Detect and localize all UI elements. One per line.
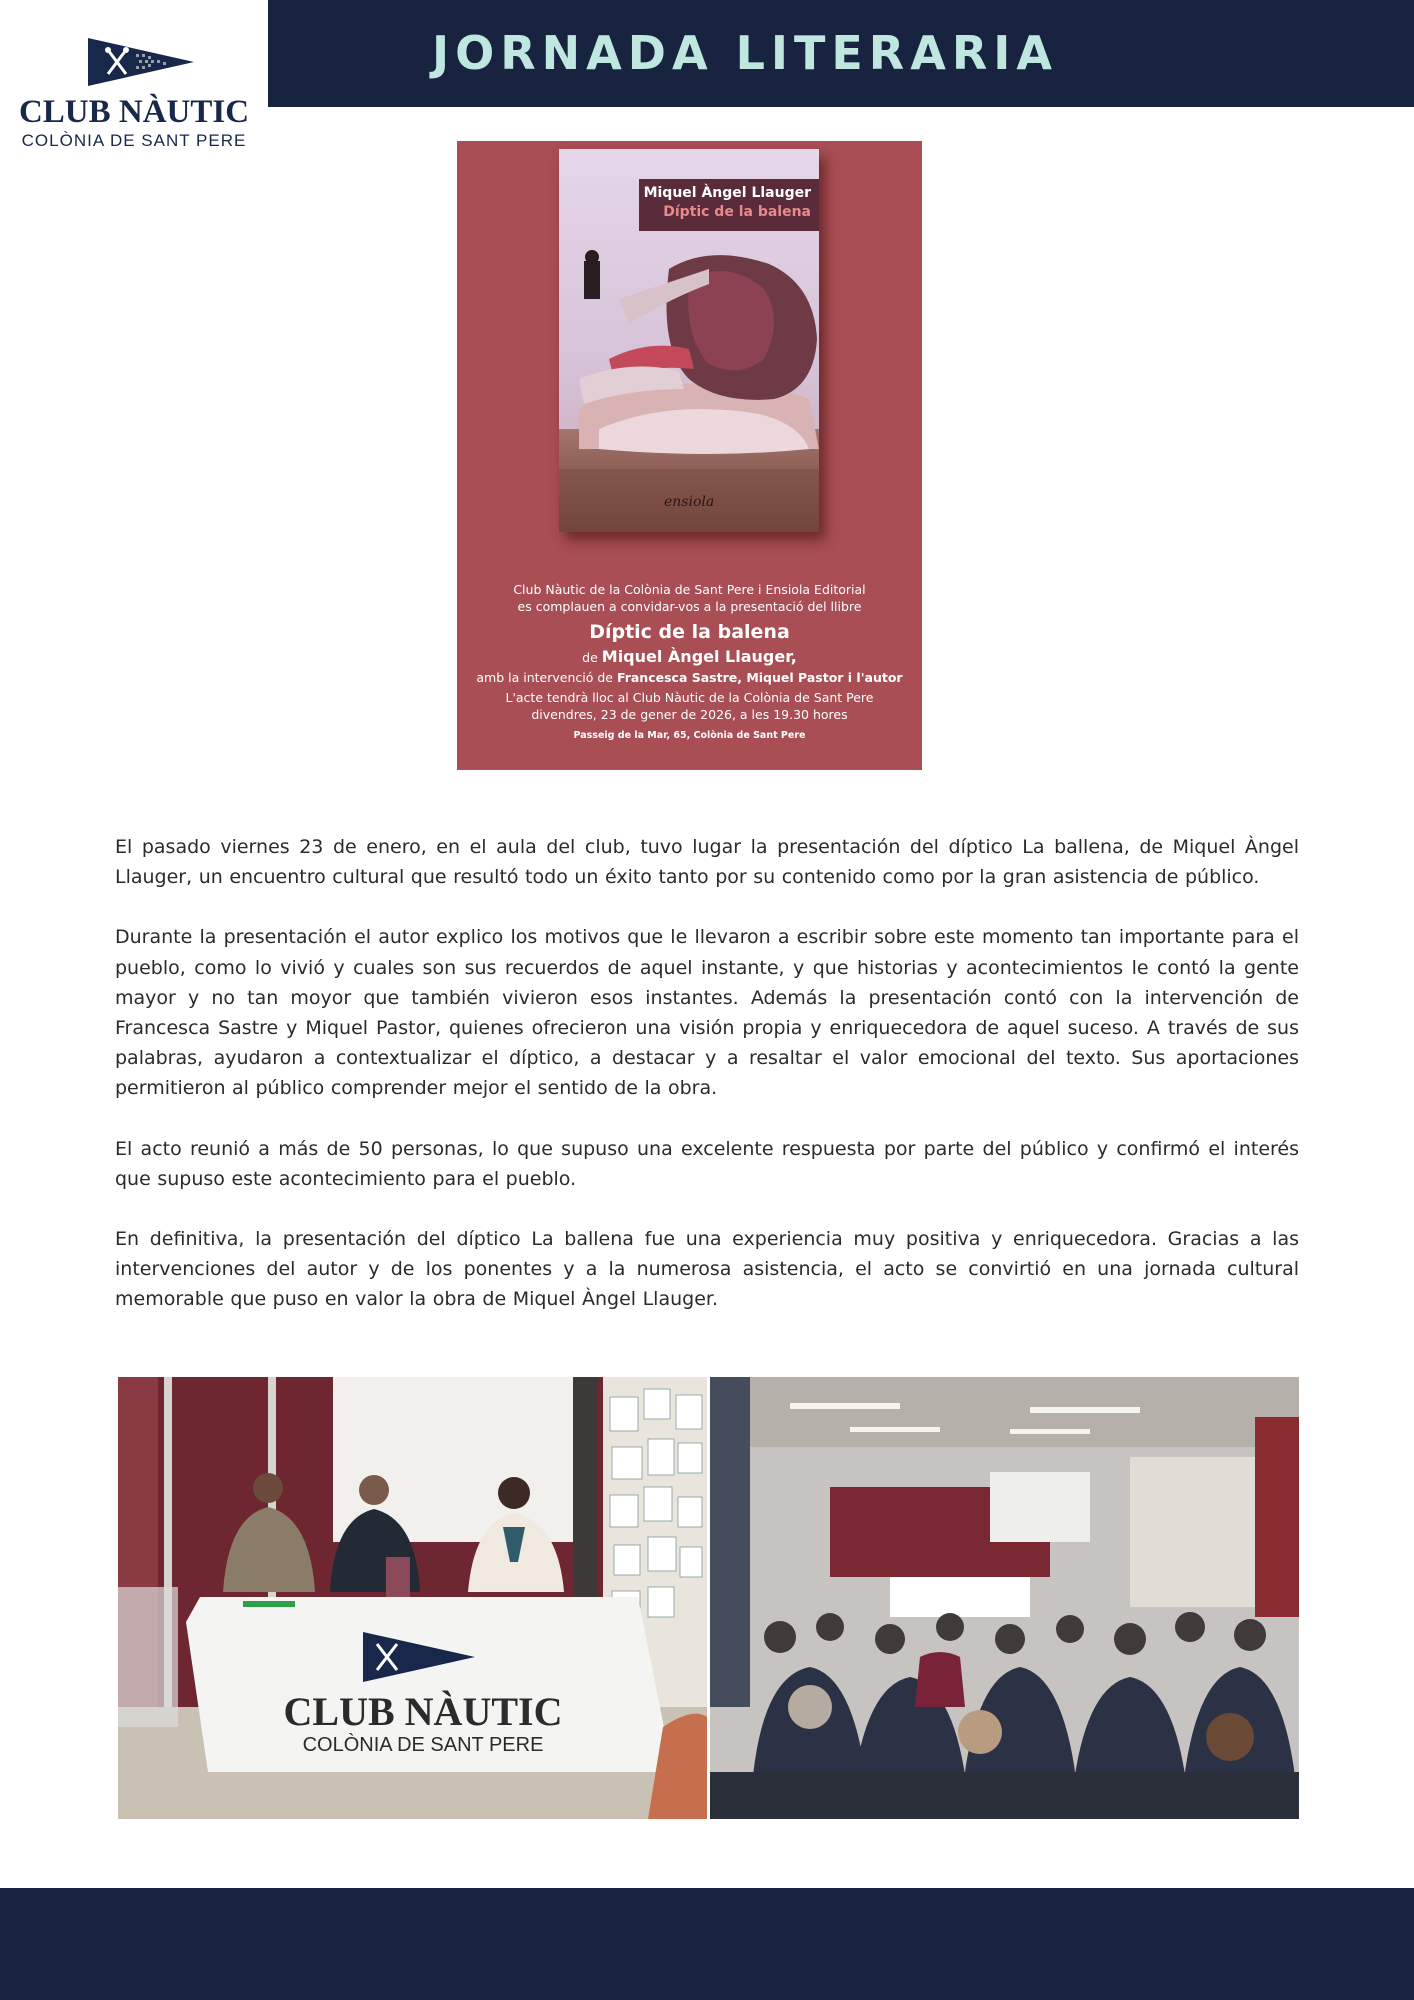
speakers-photo [118,1377,707,1819]
poster-book-title: Díptic de la balena [589,621,790,643]
poster-author-name: Miquel Àngel Llauger, [601,647,797,666]
poster-line-1: Club Nàutic de la Colònia de Sant Pere i Ensiola Editorial [513,582,866,597]
tablecloth-club-location: COLÒNIA DE SANT PERE [302,1734,544,1756]
event-photos [118,1377,1299,1819]
poster-author-prefix: de [582,650,598,665]
logo-club-location: COLÒNIA DE SANT PERE [21,131,247,150]
poster-speakers-names: Francesca Sastre, Miquel Pastor i l'autor [616,670,903,685]
poster-invitation [457,581,922,743]
event-poster [457,141,922,770]
page-title: JORNADA LITERARIA [432,26,1058,80]
poster-venue: L'acte tendrà lloc al Club Nàutic de la Colònia de Sant Pere [505,690,874,705]
article-paragraph: Durante la presentación el autor explico los motivos que le llevaron a escribir sobre este momento tan importante para el pueblo, como lo vivió y cuales son sus recuerdos de aquel instante, y que historias y acontecimientos le contó la gente mayor y no tan moyor que también vivieron esos instantes. Además la presentación contó con la intervención de Francesca Sastre y Miquel Pastor, quienes ofrecieron una visión propia y enriquecedora de aquel suceso. A través de sus palabras, ayudaron a contextualizar el díptico, a destacar y a resaltar el valor emocional del texto. Sus aportaciones permitieron al público comprender mejor el sentido de la obra. [115,926,1299,1100]
poster-author-line [457,646,922,669]
book-cover [559,149,819,532]
book-title: Díptic de la balena [663,204,811,220]
tablecloth-club-name: CLUB NÀUTIC [283,1689,563,1734]
poster-speakers-prefix: amb la intervenció de [476,670,613,685]
footer-bar [0,1888,1414,2000]
poster-line-2: es complauen a convidar-vos a la presentació del llibre [517,599,862,614]
article-body [115,832,1299,1345]
pennant-flag-icon [86,36,196,88]
header-bar [268,0,1414,107]
audience-photo [710,1377,1299,1819]
logo-club-name: CLUB NÀUTIC [18,94,250,130]
article-paragraph: El acto reunió a más de 50 personas, lo que supuso una excelente respuesta por parte del público y confirmó el interés que supuso este acontecimiento para el pueblo. [115,1137,1299,1190]
book-publisher: ensiola [664,494,715,510]
book-author: Miquel Àngel Llauger [643,185,811,201]
club-logo [0,0,268,150]
book-cover-label [639,179,819,231]
poster-address: Passeig de la Mar, 65, Colònia de Sant Pere [573,730,806,741]
article-paragraph: El pasado viernes 23 de enero, en el aula del club, tuvo lugar la presentación del díptico La ballena, de Miquel Àngel Llauger, un encuentro cultural que resultó todo un éxito tanto por su contenido como por la gran asistencia de público. [115,836,1299,889]
poster-date: divendres, 23 de gener de 2026, a les 19.30 hores [531,707,848,722]
article-paragraph: En definitiva, la presentación del díptico La ballena fue una experiencia muy positiva y enriquecedora. Gracias a las intervenciones del autor y de los ponentes y a la numerosa asistencia, el acto se convirtió en una jornada cultural memorable que puso en valor la obra de Miquel Àngel Llauger. [115,1228,1299,1311]
poster-speakers-line [457,669,922,686]
